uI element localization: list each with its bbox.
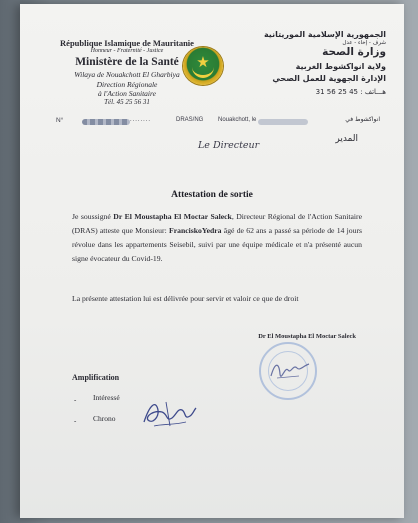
attestation-body: [72, 210, 362, 266]
handwritten-signature: [140, 396, 198, 432]
body-director-name: Dr El Moustapha El Moctar Saleck: [113, 212, 232, 221]
reference-number-label: N°: [56, 117, 64, 124]
reference-code: DRAS/NG: [176, 117, 204, 123]
header-ar-republic: الجمهورية الإسلامية الموريتانية: [263, 30, 386, 39]
signer-name: Dr El Moustapha El Moctar Saleck: [258, 333, 356, 340]
reference-date-stamp: [258, 119, 308, 125]
amplification-item-chrono: Chrono: [93, 414, 116, 423]
mudir-ar-label: المدير: [335, 134, 358, 144]
reference-ar: انواكشوط في: [345, 116, 380, 123]
header-fr-republic: République Islamique de Mauritanie: [60, 38, 194, 48]
closing-sentence: La présente attestation lui est délivrée pour servir et valoir ce que de droit: [72, 294, 299, 303]
amplification-title: Amplification: [72, 373, 120, 382]
header-fr-tel: Tél. 45 25 56 31: [104, 98, 150, 106]
body-details: âgé de 62 ans a passé sa période de 14 jours révolue dans les appartements Seisebil, suivi par une équipe médicale et n'a présenté aucun signe évocateur du Covid-19.: [72, 226, 363, 263]
header-fr-motto: Honneur - Fraternité - Justice: [90, 48, 164, 54]
amplification-bullet: -: [74, 417, 77, 425]
header-ar-motto: شرف - إخاء - عدل: [342, 40, 386, 46]
official-stamp: [259, 342, 317, 400]
reference-number-redacted: [82, 119, 130, 125]
amplification-bullet: -: [74, 396, 77, 404]
header-ar-tel: هـــاتف : 45 25 56 31: [315, 88, 386, 96]
header-fr-wilaya: Wilaya de Nouakchott El Gharbiya: [74, 70, 180, 79]
header-ar-wilaya: ولاية انواكشوط الغربية: [295, 62, 386, 71]
body-patient-name: FranciskoYedra: [169, 226, 222, 235]
document-page: [20, 4, 404, 518]
body-role: , Directeur Régional de l'Action Sanitaire (DRAS) atteste que Monsieur:: [72, 212, 362, 235]
document-title: Attestation de sortie: [171, 190, 253, 200]
header-ar-direction: الإدارة الجهوية للعمل الصحي: [272, 74, 386, 83]
reference-city-date: Nouakchott, le: [218, 117, 257, 123]
body-intro: Je soussigné: [72, 212, 111, 221]
director-signature: [269, 358, 311, 384]
header-fr-direction-line2: à l'Action Sanitaire: [98, 89, 156, 98]
header-ar-ministry: وزارة الصحة: [322, 46, 386, 58]
reference-dots: ........: [130, 116, 151, 123]
le-directeur-label: Le Directeur: [198, 140, 260, 151]
header-fr-ministry: Ministère de la Santé: [75, 56, 179, 68]
reference-row: [46, 117, 386, 129]
header-fr-direction-line1: Direction Régionale: [96, 80, 158, 89]
star-icon: ★: [196, 53, 210, 71]
amplification-item-interesse: Intéressé: [93, 393, 120, 402]
